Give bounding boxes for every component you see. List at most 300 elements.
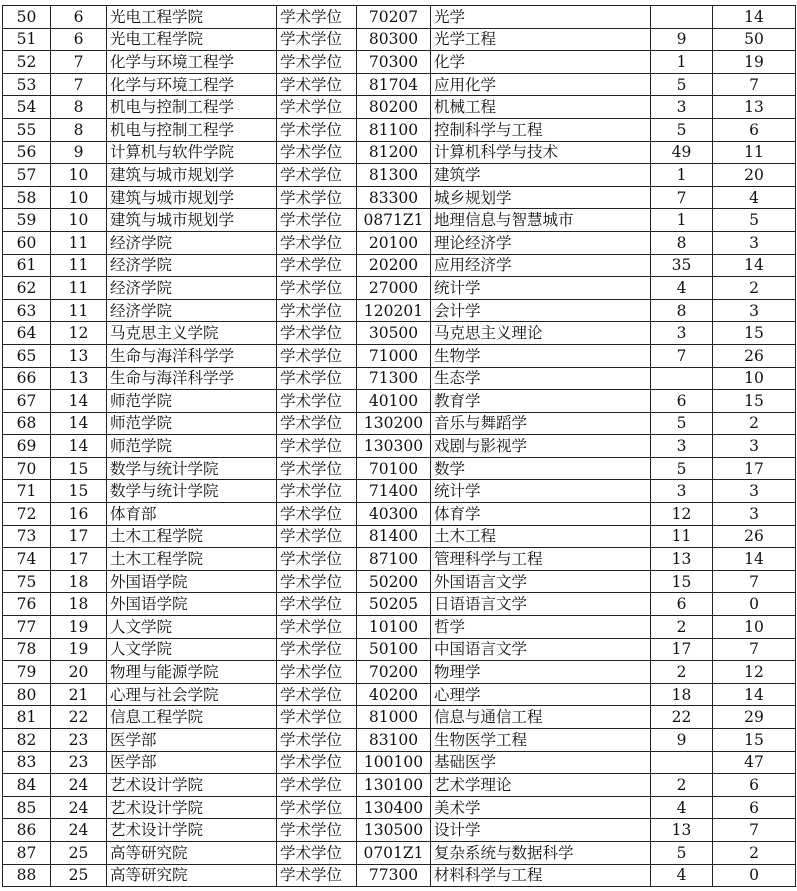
college-code-cell: 6: [51, 6, 107, 29]
college-name-cell: 生命与海洋科学学: [107, 367, 277, 390]
table-row: [3, 322, 796, 345]
row-number-cell: 63: [3, 299, 51, 322]
count-b-cell: 11: [713, 141, 796, 164]
row-number-cell: 55: [3, 118, 51, 141]
degree-type-cell: 学术学位: [277, 118, 357, 141]
count-b-cell: 7: [713, 73, 796, 96]
count-a-cell: [651, 6, 713, 29]
college-code-cell: 19: [51, 638, 107, 661]
major-name-cell: 戏剧与影视学: [431, 435, 651, 458]
count-a-cell: 4: [651, 796, 713, 819]
table-row: [3, 231, 796, 254]
major-code-cell: 50200: [357, 570, 431, 593]
row-number-cell: 65: [3, 344, 51, 367]
college-code-cell: 13: [51, 367, 107, 390]
major-code-cell: 81704: [357, 73, 431, 96]
count-b-cell: 2: [713, 412, 796, 435]
college-code-cell: 10: [51, 186, 107, 209]
major-name-cell: 土木工程: [431, 525, 651, 548]
count-a-cell: [651, 751, 713, 774]
college-code-cell: 16: [51, 503, 107, 526]
degree-type-cell: 学术学位: [277, 457, 357, 480]
college-code-cell: 11: [51, 277, 107, 300]
college-code-cell: 24: [51, 774, 107, 797]
major-code-cell: 100100: [357, 751, 431, 774]
college-code-cell: 11: [51, 231, 107, 254]
count-b-cell: 3: [713, 435, 796, 458]
row-number-cell: 70: [3, 457, 51, 480]
degree-type-cell: 学术学位: [277, 412, 357, 435]
count-a-cell: 1: [651, 164, 713, 187]
count-a-cell: 15: [651, 570, 713, 593]
college-code-cell: 25: [51, 841, 107, 864]
row-number-cell: 83: [3, 751, 51, 774]
major-name-cell: 管理科学与工程: [431, 548, 651, 571]
major-code-cell: 80300: [357, 28, 431, 51]
count-a-cell: 5: [651, 412, 713, 435]
major-code-cell: 0701Z1: [357, 841, 431, 864]
degree-type-cell: 学术学位: [277, 593, 357, 616]
row-number-cell: 62: [3, 277, 51, 300]
row-number-cell: 87: [3, 841, 51, 864]
major-name-cell: 数学: [431, 457, 651, 480]
college-name-cell: 经济学院: [107, 254, 277, 277]
count-a-cell: 8: [651, 299, 713, 322]
table-row: [3, 819, 796, 842]
row-number-cell: 84: [3, 774, 51, 797]
row-number-cell: 67: [3, 390, 51, 413]
count-b-cell: 12: [713, 661, 796, 684]
table-row: [3, 796, 796, 819]
degree-type-cell: 学术学位: [277, 73, 357, 96]
row-number-cell: 64: [3, 322, 51, 345]
major-name-cell: 地理信息与智慧城市: [431, 209, 651, 232]
college-code-cell: 10: [51, 209, 107, 232]
degree-type-cell: 学术学位: [277, 164, 357, 187]
row-number-cell: 80: [3, 683, 51, 706]
degree-type-cell: 学术学位: [277, 254, 357, 277]
count-a-cell: 5: [651, 457, 713, 480]
degree-type-cell: 学术学位: [277, 344, 357, 367]
row-number-cell: 74: [3, 548, 51, 571]
table-row: [3, 209, 796, 232]
major-code-cell: 130300: [357, 435, 431, 458]
major-code-cell: 81200: [357, 141, 431, 164]
major-name-cell: 日语语言文学: [431, 593, 651, 616]
count-a-cell: 4: [651, 277, 713, 300]
major-name-cell: 基础医学: [431, 751, 651, 774]
row-number-cell: 72: [3, 503, 51, 526]
table-row: [3, 254, 796, 277]
table-row: [3, 186, 796, 209]
major-code-cell: 130200: [357, 412, 431, 435]
row-number-cell: 76: [3, 593, 51, 616]
major-code-cell: 81400: [357, 525, 431, 548]
college-code-cell: 8: [51, 118, 107, 141]
college-code-cell: 17: [51, 525, 107, 548]
degree-type-cell: 学术学位: [277, 322, 357, 345]
college-code-cell: 11: [51, 299, 107, 322]
count-b-cell: 14: [713, 548, 796, 571]
major-code-cell: 40200: [357, 683, 431, 706]
college-name-cell: 体育部: [107, 503, 277, 526]
degree-type-cell: 学术学位: [277, 706, 357, 729]
college-name-cell: 生命与海洋科学学: [107, 344, 277, 367]
degree-type-cell: 学术学位: [277, 6, 357, 29]
count-b-cell: 7: [713, 638, 796, 661]
college-code-cell: 10: [51, 164, 107, 187]
row-number-cell: 54: [3, 96, 51, 119]
college-name-cell: 人文学院: [107, 616, 277, 639]
count-b-cell: 19: [713, 51, 796, 74]
major-code-cell: 71300: [357, 367, 431, 390]
table-row: [3, 638, 796, 661]
college-name-cell: 数学与统计学院: [107, 480, 277, 503]
count-a-cell: 8: [651, 231, 713, 254]
major-code-cell: 70207: [357, 6, 431, 29]
college-name-cell: 艺术设计学院: [107, 819, 277, 842]
degree-type-cell: 学术学位: [277, 367, 357, 390]
table-row: [3, 751, 796, 774]
table-row: [3, 277, 796, 300]
major-name-cell: 材料科学与工程: [431, 864, 651, 887]
major-name-cell: 艺术学理论: [431, 774, 651, 797]
count-b-cell: 50: [713, 28, 796, 51]
row-number-cell: 88: [3, 864, 51, 887]
major-code-cell: 70300: [357, 51, 431, 74]
degree-type-cell: 学术学位: [277, 51, 357, 74]
count-a-cell: 6: [651, 390, 713, 413]
table-row: [3, 774, 796, 797]
college-name-cell: 外国语学院: [107, 593, 277, 616]
degree-type-cell: 学术学位: [277, 503, 357, 526]
row-number-cell: 56: [3, 141, 51, 164]
row-number-cell: 79: [3, 661, 51, 684]
count-b-cell: 15: [713, 390, 796, 413]
count-a-cell: 35: [651, 254, 713, 277]
college-code-cell: 18: [51, 593, 107, 616]
table-row: [3, 164, 796, 187]
table-row: [3, 96, 796, 119]
degree-type-cell: 学术学位: [277, 299, 357, 322]
college-code-cell: 15: [51, 457, 107, 480]
count-b-cell: 13: [713, 96, 796, 119]
college-code-cell: 24: [51, 796, 107, 819]
row-number-cell: 68: [3, 412, 51, 435]
count-a-cell: 2: [651, 616, 713, 639]
count-b-cell: 26: [713, 525, 796, 548]
row-number-cell: 66: [3, 367, 51, 390]
count-a-cell: 22: [651, 706, 713, 729]
degree-type-cell: 学术学位: [277, 774, 357, 797]
major-code-cell: 130100: [357, 774, 431, 797]
major-name-cell: 物理学: [431, 661, 651, 684]
major-name-cell: 建筑学: [431, 164, 651, 187]
count-a-cell: 4: [651, 864, 713, 887]
degree-type-cell: 学术学位: [277, 751, 357, 774]
count-b-cell: 0: [713, 593, 796, 616]
college-name-cell: 高等研究院: [107, 864, 277, 887]
major-code-cell: 130500: [357, 819, 431, 842]
degree-type-cell: 学术学位: [277, 186, 357, 209]
major-name-cell: 理论经济学: [431, 231, 651, 254]
college-code-cell: 11: [51, 254, 107, 277]
college-code-cell: 23: [51, 729, 107, 752]
major-name-cell: 计算机科学与技术: [431, 141, 651, 164]
count-b-cell: 29: [713, 706, 796, 729]
degree-type-cell: 学术学位: [277, 525, 357, 548]
major-code-cell: 50100: [357, 638, 431, 661]
count-b-cell: 26: [713, 344, 796, 367]
row-number-cell: 75: [3, 570, 51, 593]
row-number-cell: 50: [3, 6, 51, 29]
college-name-cell: 医学部: [107, 751, 277, 774]
college-code-cell: 18: [51, 570, 107, 593]
count-a-cell: 6: [651, 593, 713, 616]
college-name-cell: 计算机与软件学院: [107, 141, 277, 164]
major-code-cell: 50205: [357, 593, 431, 616]
count-a-cell: 12: [651, 503, 713, 526]
degree-type-cell: 学术学位: [277, 864, 357, 887]
table-row: [3, 525, 796, 548]
college-name-cell: 光电工程学院: [107, 28, 277, 51]
college-code-cell: 17: [51, 548, 107, 571]
major-name-cell: 教育学: [431, 390, 651, 413]
college-code-cell: 23: [51, 751, 107, 774]
degree-type-cell: 学术学位: [277, 390, 357, 413]
table-row: [3, 661, 796, 684]
count-b-cell: 20: [713, 164, 796, 187]
college-name-cell: 师范学院: [107, 435, 277, 458]
college-name-cell: 化学与环境工程学: [107, 73, 277, 96]
degree-type-cell: 学术学位: [277, 548, 357, 571]
college-name-cell: 经济学院: [107, 231, 277, 254]
table-row: [3, 73, 796, 96]
college-name-cell: 艺术设计学院: [107, 796, 277, 819]
college-code-cell: 14: [51, 390, 107, 413]
count-a-cell: 18: [651, 683, 713, 706]
row-number-cell: 81: [3, 706, 51, 729]
count-b-cell: 15: [713, 729, 796, 752]
major-name-cell: 生态学: [431, 367, 651, 390]
table-row: [3, 503, 796, 526]
degree-type-cell: 学术学位: [277, 480, 357, 503]
college-name-cell: 物理与能源学院: [107, 661, 277, 684]
count-b-cell: 3: [713, 231, 796, 254]
row-number-cell: 82: [3, 729, 51, 752]
major-name-cell: 城乡规划学: [431, 186, 651, 209]
count-b-cell: 17: [713, 457, 796, 480]
college-name-cell: 医学部: [107, 729, 277, 752]
college-name-cell: 高等研究院: [107, 841, 277, 864]
major-name-cell: 生物医学工程: [431, 729, 651, 752]
count-a-cell: 5: [651, 841, 713, 864]
college-code-cell: 6: [51, 28, 107, 51]
count-b-cell: 3: [713, 480, 796, 503]
major-code-cell: 83300: [357, 186, 431, 209]
count-a-cell: 13: [651, 819, 713, 842]
count-a-cell: 2: [651, 774, 713, 797]
count-a-cell: 3: [651, 435, 713, 458]
college-code-cell: 22: [51, 706, 107, 729]
college-name-cell: 土木工程学院: [107, 548, 277, 571]
major-code-cell: 20200: [357, 254, 431, 277]
table-row: [3, 683, 796, 706]
college-code-cell: 9: [51, 141, 107, 164]
degree-type-cell: 学术学位: [277, 841, 357, 864]
count-a-cell: 7: [651, 344, 713, 367]
count-a-cell: [651, 367, 713, 390]
degree-type-cell: 学术学位: [277, 638, 357, 661]
major-name-cell: 复杂系统与数据科学: [431, 841, 651, 864]
degree-type-cell: 学术学位: [277, 141, 357, 164]
college-code-cell: 14: [51, 412, 107, 435]
major-name-cell: 应用经济学: [431, 254, 651, 277]
degree-type-cell: 学术学位: [277, 729, 357, 752]
count-b-cell: 3: [713, 503, 796, 526]
degree-type-cell: 学术学位: [277, 96, 357, 119]
degree-type-cell: 学术学位: [277, 796, 357, 819]
college-name-cell: 数学与统计学院: [107, 457, 277, 480]
count-b-cell: 2: [713, 277, 796, 300]
major-name-cell: 控制科学与工程: [431, 118, 651, 141]
major-code-cell: 81100: [357, 118, 431, 141]
degree-type-cell: 学术学位: [277, 28, 357, 51]
degree-type-cell: 学术学位: [277, 209, 357, 232]
major-code-cell: 80200: [357, 96, 431, 119]
major-code-cell: 40100: [357, 390, 431, 413]
college-code-cell: 8: [51, 96, 107, 119]
count-b-cell: 0: [713, 864, 796, 887]
major-name-cell: 马克思主义理论: [431, 322, 651, 345]
row-number-cell: 77: [3, 616, 51, 639]
count-a-cell: 17: [651, 638, 713, 661]
table-row: [3, 616, 796, 639]
degree-type-cell: 学术学位: [277, 819, 357, 842]
major-code-cell: 20100: [357, 231, 431, 254]
major-name-cell: 中国语言文学: [431, 638, 651, 661]
major-name-cell: 生物学: [431, 344, 651, 367]
major-name-cell: 机械工程: [431, 96, 651, 119]
table-row: [3, 435, 796, 458]
table-row: [3, 864, 796, 887]
college-code-cell: 24: [51, 819, 107, 842]
count-b-cell: 14: [713, 683, 796, 706]
major-name-cell: 美术学: [431, 796, 651, 819]
count-b-cell: 4: [713, 186, 796, 209]
major-name-cell: 统计学: [431, 277, 651, 300]
count-b-cell: 47: [713, 751, 796, 774]
major-code-cell: 27000: [357, 277, 431, 300]
college-name-cell: 师范学院: [107, 390, 277, 413]
count-b-cell: 10: [713, 367, 796, 390]
major-name-cell: 体育学: [431, 503, 651, 526]
major-name-cell: 光学工程: [431, 28, 651, 51]
count-a-cell: 9: [651, 729, 713, 752]
table-row: [3, 457, 796, 480]
college-code-cell: 13: [51, 344, 107, 367]
count-a-cell: 9: [651, 28, 713, 51]
table-row: [3, 729, 796, 752]
college-name-cell: 经济学院: [107, 299, 277, 322]
major-name-cell: 信息与通信工程: [431, 706, 651, 729]
count-a-cell: 3: [651, 96, 713, 119]
table-row: [3, 299, 796, 322]
major-code-cell: 70200: [357, 661, 431, 684]
major-name-cell: 哲学: [431, 616, 651, 639]
major-name-cell: 心理学: [431, 683, 651, 706]
degree-type-cell: 学术学位: [277, 683, 357, 706]
degree-type-cell: 学术学位: [277, 277, 357, 300]
row-number-cell: 61: [3, 254, 51, 277]
table-row: [3, 141, 796, 164]
count-b-cell: 7: [713, 570, 796, 593]
count-b-cell: 14: [713, 6, 796, 29]
table-row: [3, 706, 796, 729]
major-code-cell: 71400: [357, 480, 431, 503]
table-row: [3, 548, 796, 571]
college-name-cell: 机电与控制工程学: [107, 118, 277, 141]
row-number-cell: 51: [3, 28, 51, 51]
college-name-cell: 建筑与城市规划学: [107, 209, 277, 232]
count-a-cell: 1: [651, 209, 713, 232]
major-code-cell: 40300: [357, 503, 431, 526]
count-a-cell: 5: [651, 73, 713, 96]
row-number-cell: 58: [3, 186, 51, 209]
college-code-cell: 7: [51, 51, 107, 74]
major-name-cell: 光学: [431, 6, 651, 29]
row-number-cell: 53: [3, 73, 51, 96]
major-name-cell: 外国语言文学: [431, 570, 651, 593]
major-name-cell: 会计学: [431, 299, 651, 322]
major-name-cell: 设计学: [431, 819, 651, 842]
count-b-cell: 6: [713, 118, 796, 141]
major-code-cell: 0871Z1: [357, 209, 431, 232]
count-b-cell: 2: [713, 841, 796, 864]
count-a-cell: 5: [651, 118, 713, 141]
row-number-cell: 73: [3, 525, 51, 548]
table-row: [3, 841, 796, 864]
row-number-cell: 59: [3, 209, 51, 232]
college-name-cell: 建筑与城市规划学: [107, 186, 277, 209]
major-code-cell: 70100: [357, 457, 431, 480]
table-row: [3, 367, 796, 390]
major-code-cell: 71000: [357, 344, 431, 367]
row-number-cell: 69: [3, 435, 51, 458]
count-a-cell: 13: [651, 548, 713, 571]
count-b-cell: 7: [713, 819, 796, 842]
college-name-cell: 心理与社会学院: [107, 683, 277, 706]
major-code-cell: 87100: [357, 548, 431, 571]
degree-type-cell: 学术学位: [277, 231, 357, 254]
count-b-cell: 6: [713, 796, 796, 819]
college-name-cell: 外国语学院: [107, 570, 277, 593]
college-name-cell: 人文学院: [107, 638, 277, 661]
count-a-cell: 2: [651, 661, 713, 684]
major-code-cell: 130400: [357, 796, 431, 819]
major-code-cell: 10100: [357, 616, 431, 639]
college-name-cell: 马克思主义学院: [107, 322, 277, 345]
college-name-cell: 师范学院: [107, 412, 277, 435]
major-name-cell: 应用化学: [431, 73, 651, 96]
table-row: [3, 390, 796, 413]
table-row: [3, 570, 796, 593]
college-code-cell: 25: [51, 864, 107, 887]
major-code-cell: 77300: [357, 864, 431, 887]
row-number-cell: 57: [3, 164, 51, 187]
table-row: [3, 344, 796, 367]
major-name-cell: 音乐与舞蹈学: [431, 412, 651, 435]
